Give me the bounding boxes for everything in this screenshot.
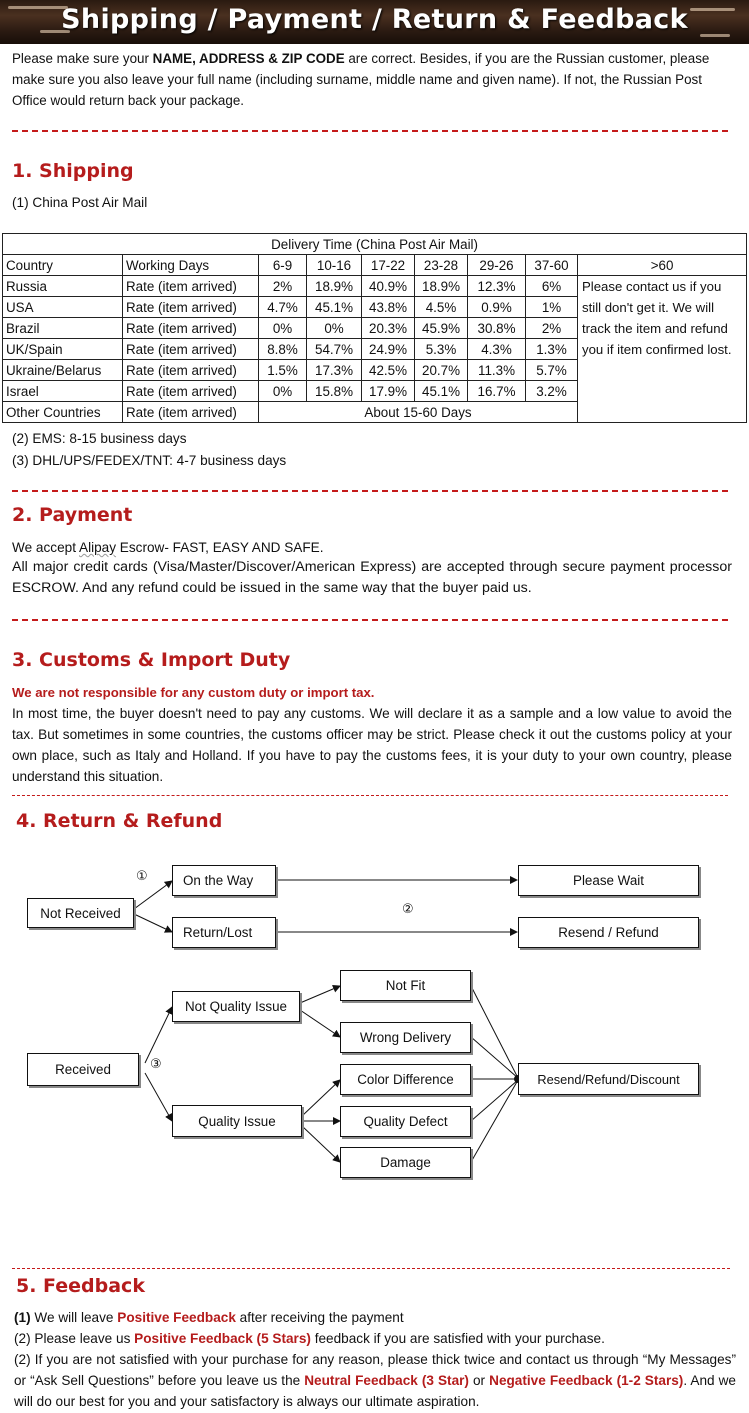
ems-line: (2) EMS: 8-15 business days xyxy=(12,431,187,446)
section-title-customs: 3. Customs & Import Duty xyxy=(12,649,291,671)
col-header: Working Days xyxy=(123,255,259,276)
flow-box-received: Received xyxy=(27,1053,139,1086)
customs-body: In most time, the buyer doesn't need to pay any customs. We will declare it as a sample and a low value to avoid the tax. But sometimes in some countries, the customs officer may be strict. Please check it out the customs policy at your own place, such as Italy and Holland. If you have to pay the customs fees, it is your duty to your own country, please understand this situation. xyxy=(12,706,732,784)
table-row: Russia Rate (item arrived) 2% 18.9% 40.9% 18.9% 12.3% 6% Please contact us if you still don't get it. We will track the item and refund you if item confirmed lost. xyxy=(3,276,747,297)
col-header: 17-22 xyxy=(362,255,415,276)
contact-note: Please contact us if you still don't get it. We will track the item and refund you if item confirmed lost. xyxy=(578,276,747,423)
col-header: 29-26 xyxy=(468,255,526,276)
section-title-refund: 4. Return & Refund xyxy=(16,810,223,832)
flow-box-damage: Damage xyxy=(340,1147,471,1178)
table-header-row xyxy=(3,255,747,276)
divider xyxy=(12,795,728,796)
customs-warning: We are not responsible for any custom duty or import tax. xyxy=(12,685,375,700)
flow-box-not-quality-issue: Not Quality Issue xyxy=(172,991,300,1022)
flow-box-return-lost: Return/Lost xyxy=(172,917,276,948)
table-row: USA Rate (item arrived) 4.7% 45.1% 43.8% 4.5% 0.9% 1% xyxy=(3,297,747,318)
page-title: Shipping / Payment / Return & Feedback xyxy=(61,4,688,35)
header-banner xyxy=(0,0,749,44)
flow-box-color-difference: Color Difference xyxy=(340,1064,471,1095)
delivery-table xyxy=(2,233,747,423)
col-header: >60 xyxy=(578,255,747,276)
divider xyxy=(12,619,728,621)
section-title-feedback: 5. Feedback xyxy=(16,1275,145,1297)
flow-box-quality-defect: Quality Defect xyxy=(340,1106,471,1137)
table-caption: Delivery Time (China Post Air Mail) xyxy=(3,234,747,255)
feedback-text: (1) We will leave Positive Feedback after receiving the payment (2) Please leave us Positive Feedback (5 Stars) feedback if you are satisfied with your purchase. (2) If you are not satisfied with your purchase for any reason, please thick twice and contact us through “My Messages” or “Ask Sell Questions” before you leave us the Neutral Feedback (3 Star) or Negative Feedback (1-2 Stars). And we will do our best for you and your satisfactory is always our ultimate aspiration. xyxy=(14,1310,736,1409)
payment-line-2: All major credit cards (Visa/Master/Discover/American Express) are accepted through secure payment processor ESCROW. And any refund could be issued in the same way that the buyer paid us. xyxy=(12,559,732,596)
flow-box-resend-refund-discount: Resend/Refund/Discount xyxy=(518,1063,699,1095)
table-row: Ukraine/Belarus Rate (item arrived) 1.5% 17.3% 42.5% 20.7% 11.3% 5.7% xyxy=(3,360,747,381)
flow-box-quality-issue: Quality Issue xyxy=(172,1105,302,1137)
section-title-payment: 2. Payment xyxy=(12,504,133,526)
section-title-shipping: 1. Shipping xyxy=(12,160,134,182)
marker-2: ② xyxy=(402,901,414,916)
flow-box-wrong-delivery: Wrong Delivery xyxy=(340,1022,471,1053)
col-header: 10-16 xyxy=(307,255,362,276)
dhl-line: (3) DHL/UPS/FEDEX/TNT: 4-7 business days xyxy=(12,453,287,468)
marker-3: ③ xyxy=(150,1056,162,1071)
flow-box-on-the-way: On the Way xyxy=(172,865,276,896)
divider xyxy=(12,490,728,492)
col-header: 37-60 xyxy=(526,255,578,276)
col-header: Country xyxy=(3,255,123,276)
china-post-label: (1) China Post Air Mail xyxy=(12,195,148,210)
payment-line-1: We accept Alipay Escrow- FAST, EASY AND SAFE. xyxy=(12,540,324,555)
table-row: Israel Rate (item arrived) 0% 15.8% 17.9% 45.1% 16.7% 3.2% xyxy=(3,381,747,402)
flow-box-not-fit: Not Fit xyxy=(340,970,471,1001)
table-row: UK/Spain Rate (item arrived) 8.8% 54.7% 24.9% 5.3% 4.3% 1.3% xyxy=(3,339,747,360)
table-row: Other Countries Rate (item arrived) About 15-60 Days xyxy=(3,402,747,423)
flow-box-please-wait: Please Wait xyxy=(518,865,699,896)
refund-flow-diagram xyxy=(0,850,749,1180)
divider xyxy=(12,1268,730,1269)
col-header: 23-28 xyxy=(415,255,468,276)
intro-text: Please make sure your NAME, ADDRESS & ZIP CODE are correct. Besides, if you are the Russian customer, please make sure you also leave your full name (including surname, middle name and given name). If not, the Russian Post Office would return back your package. xyxy=(12,51,710,108)
marker-1: ① xyxy=(136,868,148,883)
divider xyxy=(12,130,728,132)
flow-box-resend-refund: Resend / Refund xyxy=(518,917,699,948)
table-row: Brazil Rate (item arrived) 0% 0% 20.3% 45.9% 30.8% 2% xyxy=(3,318,747,339)
col-header: 6-9 xyxy=(259,255,307,276)
flow-box-not-received: Not Received xyxy=(27,898,134,928)
